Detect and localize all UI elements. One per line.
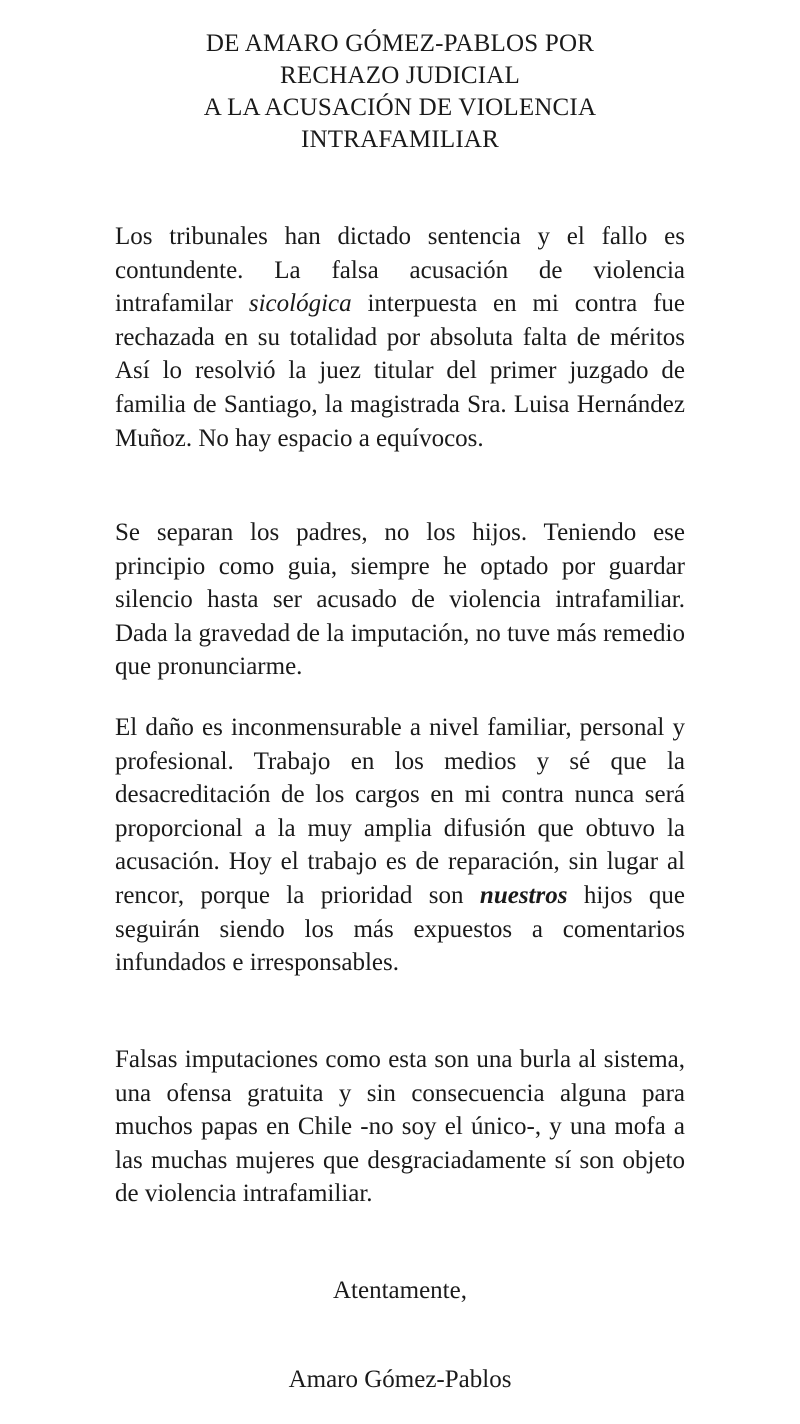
title-line-1: DE AMARO GÓMEZ-PABLOS POR bbox=[205, 30, 595, 57]
paragraph-1-text-b: interpuesta en mi contra fue rechazada en su totalidad por absoluta falta de méritos Así lo resolvió la juez titular del primer juzgado de familia de Santiago, la magistrada Sra. Luisa Hernández Muñoz. No hay espacio a equívocos. bbox=[115, 290, 685, 452]
document-title bbox=[0, 28, 800, 156]
paragraph-1 bbox=[115, 220, 685, 455]
paragraph-1-italic-word: sicológica bbox=[248, 290, 352, 318]
title-line-4: INTRAFAMILIAR bbox=[301, 126, 499, 153]
paragraph-3-text-a: El daño es inconmensurable a nivel familiar, personal y profesional. Trabajo en los medios y sé que la desacreditación de los cargos en mi contra nunca será proporcional a la muy amplia difusión que obtuvo la acusación. Hoy el trabajo es de reparación, sin lugar al rencor, porque la prioridad son bbox=[115, 714, 685, 909]
paragraph-1-text-a: Los tribunales han dictado sentencia y el fallo es contundente. La falsa acusación de violencia intrafamilar bbox=[115, 223, 685, 318]
paragraph-3-emphasis-word: nuestros bbox=[479, 881, 568, 909]
title-line-2: RECHAZO JUDICIAL bbox=[280, 62, 520, 89]
paragraph-4: Falsas imputaciones como esta son una burla al sistema, una ofensa gratuita y sin consecuencia alguna para muchos papas en Chile -no soy el único-, y una mofa a las muchas mujeres que desgraciadamente sí son objeto de violencia intrafamiliar. bbox=[115, 1046, 685, 1208]
paragraph-2: Se separan los padres, no los hijos. Teniendo ese principio como guia, siempre he optado por guardar silencio hasta ser acusado de violencia intrafamiliar. Dada la gravedad de la imputación, no tuve más remedio que pronunciarme. bbox=[115, 519, 685, 681]
title-line-3: A LA ACUSACIÓN DE VIOLENCIA bbox=[203, 94, 597, 121]
closing-salutation: Atentamente, bbox=[333, 1277, 467, 1304]
paragraph-3 bbox=[115, 711, 685, 980]
signature-name: Amaro Gómez-Pablos bbox=[288, 1366, 512, 1393]
paragraph-3-text-b: hijos que seguirán siendo los más expuestos a comentarios infundados e irresponsables. bbox=[115, 881, 685, 977]
